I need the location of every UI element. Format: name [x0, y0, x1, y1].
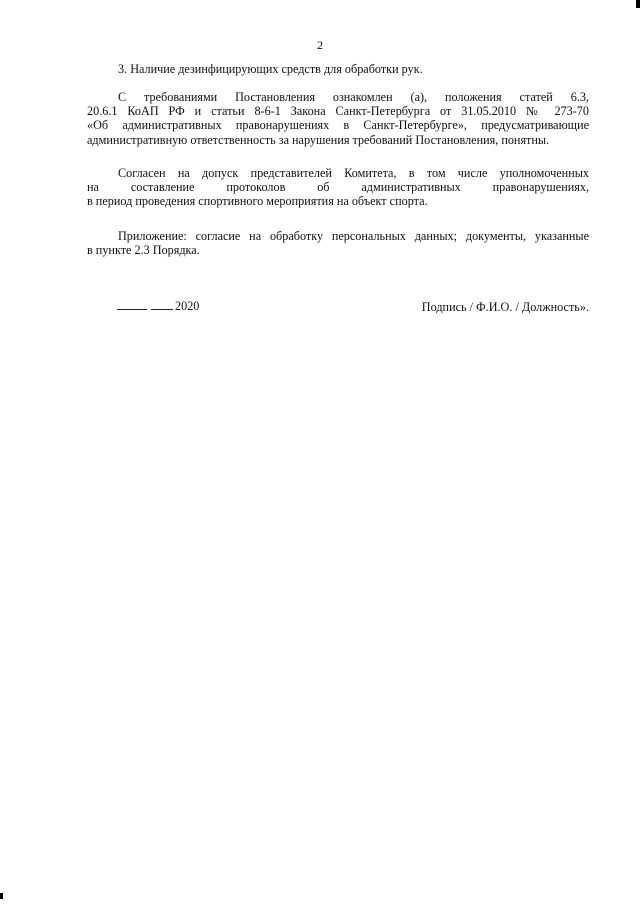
- page-number: 2: [317, 38, 323, 52]
- paragraph-consent: [87, 166, 589, 209]
- paragraph-line: на составление протоколов об административных правонарушениях,: [87, 180, 589, 195]
- paragraph-line: в период проведения спортивного мероприятия на объект спорта.: [87, 194, 428, 209]
- date-blank-month: [151, 298, 173, 310]
- date-year: 2020: [175, 299, 200, 313]
- paragraph-line: в пункте 2.3 Порядка.: [87, 243, 200, 258]
- paragraph-attachment: [87, 229, 589, 257]
- item-3-text: [87, 62, 620, 76]
- scan-artifact: [636, 0, 640, 8]
- paragraph-line: Приложение: согласие на обработку персональных данных; документы, указанные: [118, 229, 589, 243]
- paragraph-acknowledgement: [87, 90, 589, 147]
- paragraph-line: «Об административных правонарушениях в Санкт-Петербурге», предусматривающие: [87, 118, 589, 133]
- paragraph-line: 20.6.1 КоАП РФ и статьи 8-6-1 Закона Санкт-Петербурга от 31.05.2010 № 273-70: [87, 104, 589, 119]
- paragraph-line: Согласен на допуск представителей Комитета, в том числе уполномоченных: [118, 166, 589, 180]
- signature-label: Подпись / Ф.И.О. / Должность».: [421, 300, 589, 314]
- paragraph-line: административную ответственность за нарушения требований Постановления, понятны.: [87, 132, 550, 147]
- date-blank-day: [117, 298, 147, 310]
- item-3-line: 3. Наличие дезинфицирующих средств для обработки рук.: [118, 62, 423, 76]
- date-field: [117, 298, 199, 313]
- paragraph-line: С требованиями Постановления ознакомлен (а), положения статей 6.3,: [118, 90, 589, 104]
- scan-artifact: [0, 893, 3, 899]
